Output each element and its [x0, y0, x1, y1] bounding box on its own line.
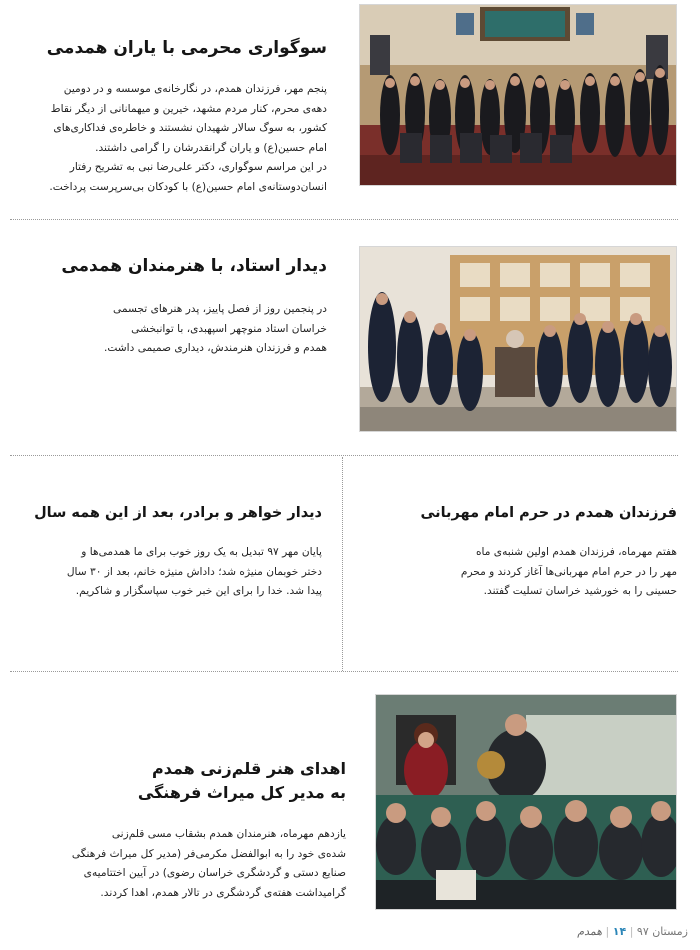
body-line: دختر خوبمان منیژه شد؛ داداش منیژه خانم، بعد از ۳۰ سال — [66, 565, 322, 578]
footer-separator: | — [605, 925, 610, 938]
body-line: یازدهم مهرماه، هنرمندان همدم بشقاب مسی قلم‌زنی — [111, 828, 346, 840]
body-line: امام حسین(ع) و یاران گرانقدرشان را گرامی داشتند. — [95, 141, 327, 154]
body-line: حسینی را به خورشید خراسان تسلیت گفتند. — [483, 585, 677, 597]
body-line: پنجم مهر، فرزندان همدم، در نگارخانه‌ی موسسه و در دومین — [63, 83, 327, 95]
column-divider — [342, 457, 343, 671]
section-divider — [10, 219, 678, 220]
body-line: دهه‌ی محرم، کنار مردم مشهد، خیرین و میهمانانی از دیگر نقاط — [50, 102, 327, 115]
body-line: همدم و فرزندان هنرمندش، دیداری صمیمی داشت. — [104, 342, 327, 354]
body-line: صنایع دستی و گردشگری خراسان رضوی) در آیین اختتامیه‌ی — [83, 867, 346, 879]
photo-master-visit — [359, 246, 677, 432]
article-body-engraving — [10, 825, 346, 903]
body-line: شده‌ی خود را به ابوالفضل مکرمی‌فر (مدیر کل میراث فرهنگی — [71, 847, 346, 860]
ceremony-photo-gift — [376, 695, 676, 909]
body-line: در پنجمین روز از فصل پاییز، پدر هنرهای تجسمی — [113, 303, 327, 315]
section-divider — [10, 455, 678, 456]
magazine-logo: همدم — [577, 925, 603, 938]
body-line: کشور، به سوگ سالار شهیدان نشستند و خاطره‌ی فداکاری‌های — [53, 122, 327, 134]
group-photo-mourning — [360, 5, 676, 185]
article-title-mourning: سوگواری محرمی با یاران همدمی — [46, 38, 327, 58]
article-title-siblings: دیدار خواهر و برادر، بعد از این همه سال — [34, 505, 322, 521]
photo-mourning-ceremony — [359, 4, 677, 186]
footer-separator: | — [629, 925, 634, 938]
body-line: خراسان استاد منوچهر اسپهبدی، با توانبخشی — [131, 322, 327, 335]
body-line: انسان‌دوستانه‌ی امام حسین(ع) با کودکان بی‌سرپرست پرداخت. — [49, 180, 327, 193]
article-title-shrine: فرزندان همدم در حرم امام مهربانی — [420, 505, 677, 521]
article-body-shrine — [359, 543, 677, 602]
page-footer — [577, 925, 688, 938]
article-body-master-visit — [9, 300, 327, 359]
body-line: مهر را در حرم امام مهربانی‌ها آغاز کردند و محرم — [460, 565, 677, 578]
article-body-mourning — [9, 80, 327, 197]
group-photo-artists — [360, 247, 676, 431]
article-title-line: به مدیر کل میراث فرهنگی — [137, 783, 346, 802]
body-line: گرامیداشت هفته‌ی گردشگری در تالار همدم، اهدا کردند. — [100, 886, 346, 899]
section-divider — [10, 671, 678, 672]
body-line: پیدا شد. خدا را برای این خبر خوب سپاسگزار و شاکریم. — [75, 585, 322, 597]
body-line: پایان مهر ۹۷ تبدیل به یک روز خوب برای ما همدمی‌ها و — [81, 546, 322, 558]
footer-season: زمستان ۹۷ — [636, 925, 688, 938]
body-line: در این مراسم سوگواری، دکتر علی‌رضا نبی به تشریح رفتار — [69, 161, 327, 173]
page-number: ۱۴ — [612, 925, 627, 938]
article-title-engraving — [138, 757, 346, 805]
article-title-master-visit: دیدار استاد، با هنرمندان همدمی — [61, 256, 327, 276]
photo-engraving-gift — [375, 694, 677, 910]
body-line: هفتم مهرماه، فرزندان همدم اولین شنبه‌ی ماه — [475, 546, 677, 558]
article-body-siblings — [10, 543, 322, 602]
article-title-line: اهدای هنر قلم‌زنی همدم — [151, 759, 346, 778]
